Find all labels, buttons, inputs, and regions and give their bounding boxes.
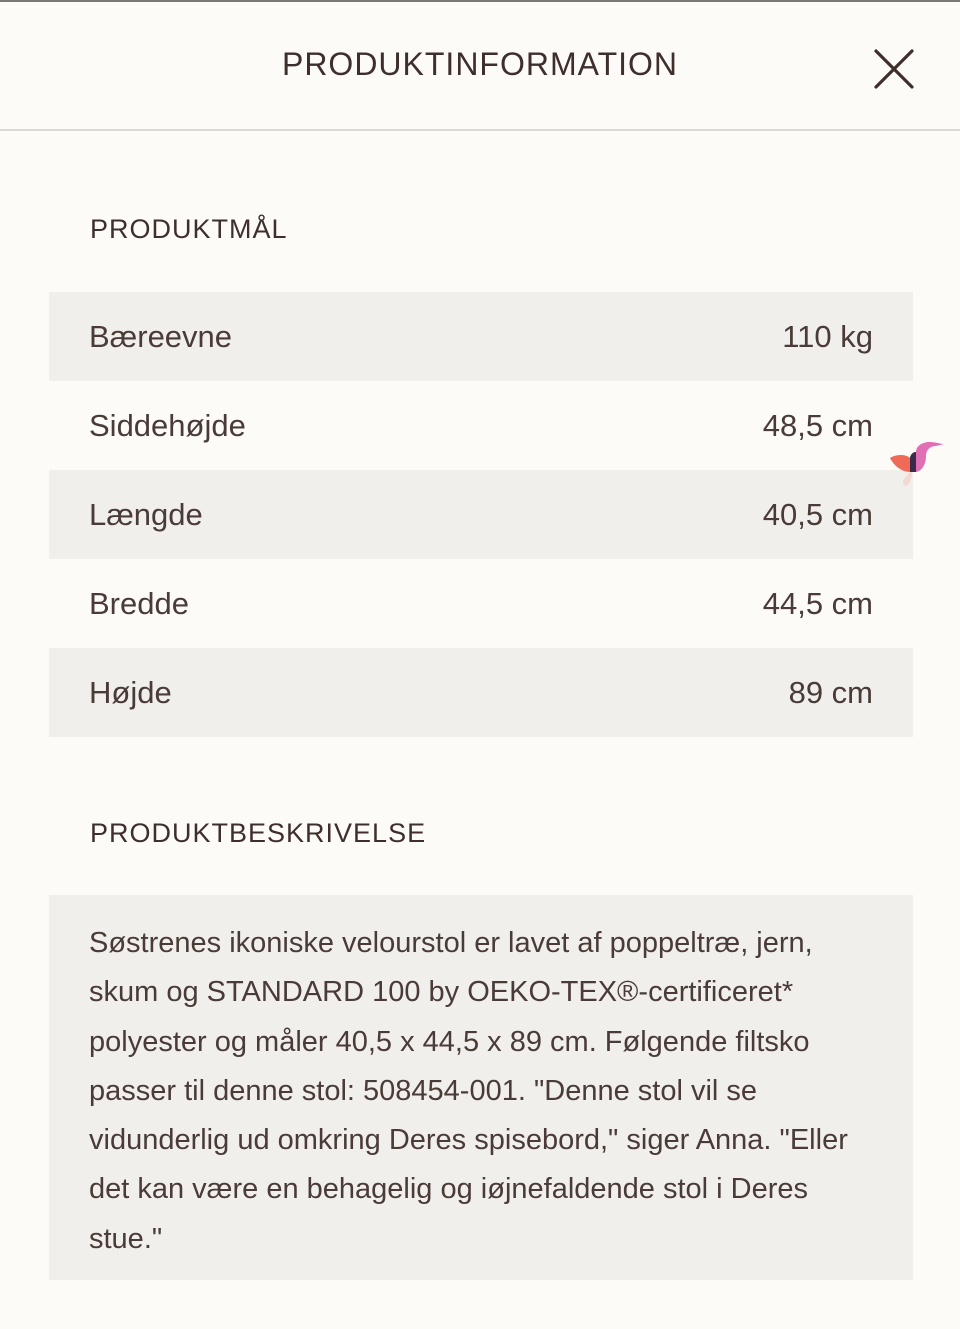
dimension-value: 110 kg (782, 318, 873, 354)
dimension-label: Længde (89, 496, 203, 532)
dimension-value: 89 cm (788, 674, 873, 710)
dimension-label: Siddehøjde (89, 407, 246, 443)
table-row (49, 470, 913, 559)
close-button[interactable] (866, 42, 922, 98)
dimension-value: 44,5 cm (762, 585, 873, 621)
table-row (49, 381, 913, 470)
modal-title: PRODUKTINFORMATION (281, 46, 679, 82)
close-icon (866, 42, 922, 98)
assistant-widget-button[interactable] (886, 432, 946, 492)
bird-logo-icon (886, 432, 946, 492)
product-description-text: Søstrenes ikoniske velourstol er lavet af poppeltræ, jern, skum og STANDARD 100 by OEKO-TEX®-certificeret* polyester og måler 40,5 x 44,5 x 89 cm. Følgende filtsko passer til denne stol: 508454-001. "Denne stol vil se vidunderlig ud omkring Deres spisebord," siger Anna. "Eller det kan være en behagelig og iøjnefaldende stol i Deres stue." (89, 927, 848, 1255)
dimensions-table (49, 292, 913, 737)
dimension-label: Bæreevne (89, 318, 233, 354)
modal-header (0, 2, 960, 131)
dimension-label: Bredde (89, 585, 189, 621)
product-description-box (49, 895, 913, 1280)
dimension-value: 40,5 cm (762, 496, 873, 532)
table-row (49, 292, 913, 381)
dimension-value: 48,5 cm (762, 407, 873, 443)
table-row (49, 559, 913, 648)
product-description-heading: PRODUKTBESKRIVELSE (90, 818, 427, 848)
dimension-label: Højde (89, 674, 172, 710)
product-dimensions-heading: PRODUKTMÅL (90, 214, 288, 244)
table-row (49, 648, 913, 737)
